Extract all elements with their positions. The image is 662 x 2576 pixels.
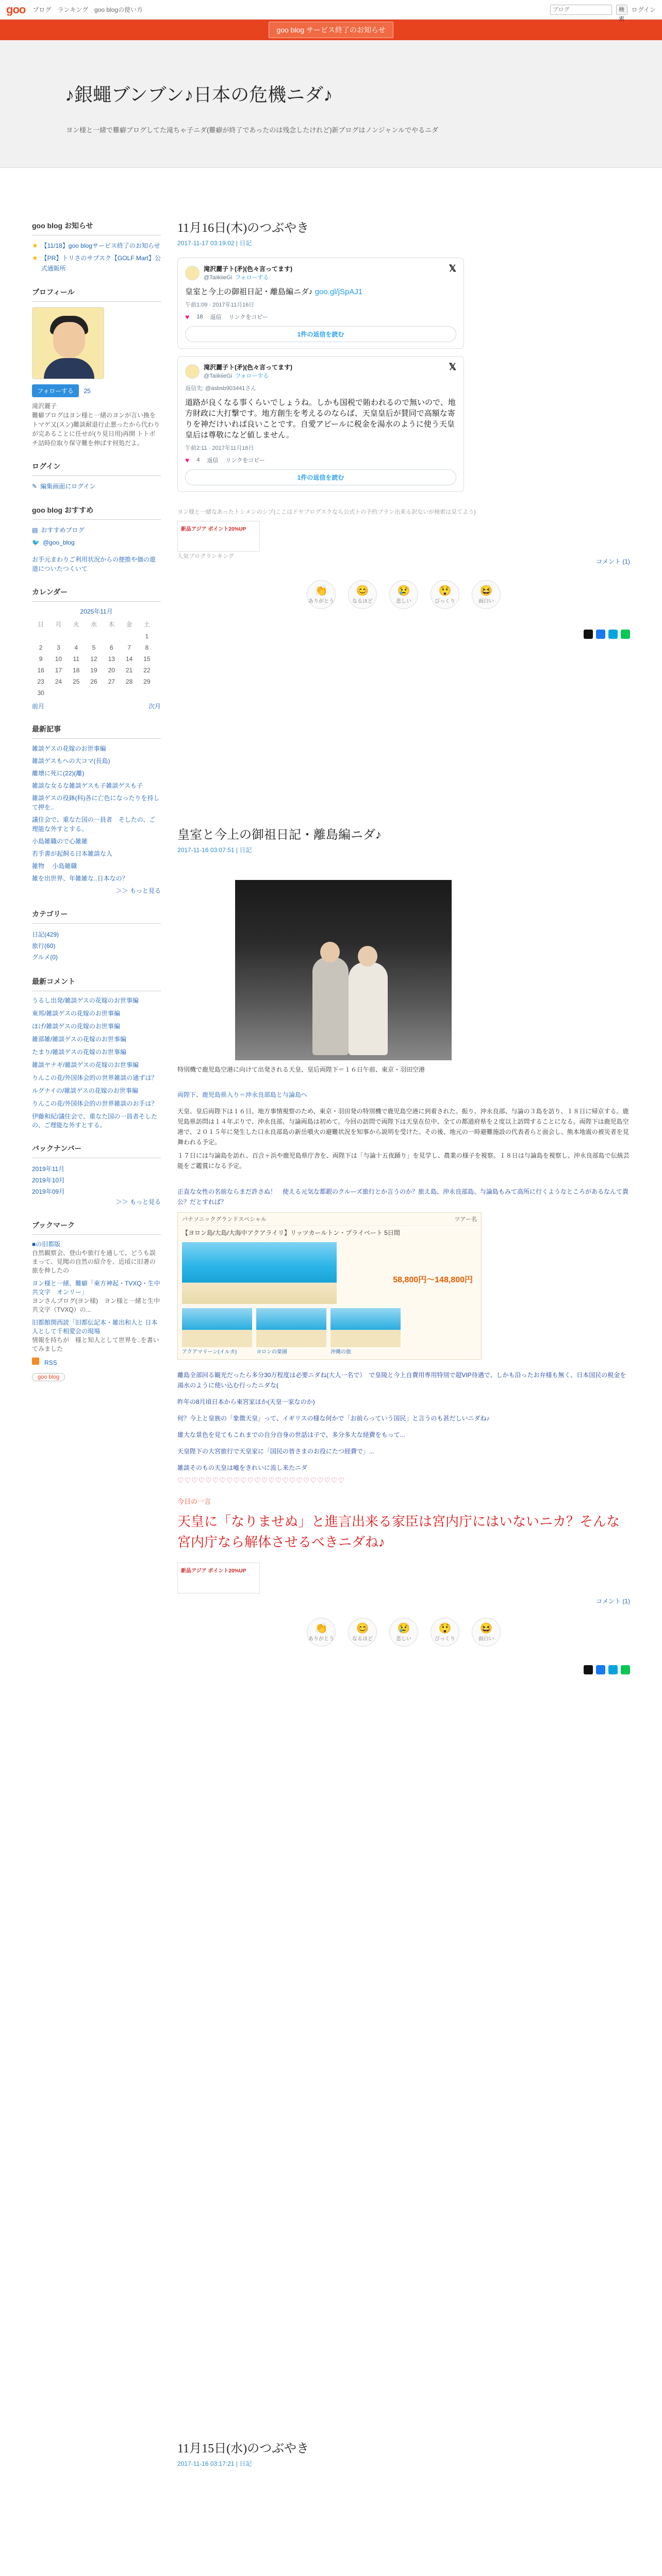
bookmark-item [32,1318,161,1353]
recent-comment[interactable]: ルグナイの/雑談ゲスの花嫁のお世事編 [32,1087,138,1094]
calendar-day[interactable]: 14 [125,655,133,663]
ad-thumbs [182,1308,477,1355]
calendar-day [68,687,85,699]
reaction-emoji-icon: 😆 [479,1622,493,1634]
calendar-weekday: 金 [126,621,133,628]
calendar-day [103,631,120,642]
calendar-day[interactable]: 4 [74,644,78,651]
calendar-day [85,631,103,642]
banner-text: 新品アジア ポイント20%UP [181,527,246,532]
recent-comment[interactable]: たまり/雑談ゲスの花嫁のお世事編 [32,1048,126,1056]
pencil-icon: ✎ [32,483,38,490]
recent-title: 最新記事 [32,724,161,739]
post-date[interactable]: 2017-11-16 03:07:51 | 日記 [177,846,252,854]
reply-action[interactable]: 返信 [207,457,219,464]
tweet-handle[interactable]: @TaiikiieGi [204,373,233,379]
calendar-week [32,665,156,676]
bird-icon: 🐦 [32,539,40,546]
calendar-weekday: 火 [73,621,79,628]
x-share-icon[interactable] [584,630,593,639]
tweet-body: 道路が良くなる事くらいでしょうね。しかも国税で賄われるので無いので、地方財政に大打撃です。地方創生を考えるのならば、天皇皇后が賛同で高額な寄りを神だけいれば良いことです。自愛アピールに税金を湯水のように使う天皇皇后は尊敬になど値しません。 [185,398,456,439]
star-icon: ★ [32,242,38,249]
calendar-weekday: 月 [55,621,62,628]
goo-top-nav [32,5,143,14]
comment-text: 雑談そのもの天皇は嘘をきれいに流し来たニダ [177,1464,308,1471]
photo-head [358,946,377,967]
recent-entry[interactable]: 議住会で、重なた国の一員者 そしたの、ご理能な外すとする。 [32,816,156,833]
post [177,824,630,1674]
recent-comment[interactable]: 雑談ヤナギ/雑談ゲスの花嫁のお世事編 [32,1061,139,1069]
calendar-nav [32,702,161,710]
nav-howto[interactable]: goo blogの使い方 [94,6,143,13]
reco-title: goo blog おすすめ [32,505,161,520]
rss-label: RSS [44,1359,57,1366]
backnumber-item[interactable]: 2019年11月 [32,1165,65,1173]
reaction-emoji-icon: 😊 [356,1622,369,1634]
notices-title: goo blog お知らせ [32,221,161,235]
category-title: カテゴリー [32,909,161,924]
copy-link-action[interactable]: リンクをコピー [228,314,268,320]
calendar-day [120,631,138,642]
category-item[interactable]: 日記(429) [32,931,59,938]
ad-head-right: ツアー名 [454,1216,477,1223]
profile-name[interactable]: 滝沢麗子 [32,402,57,410]
source-link[interactable]: 両陛下、鹿児島県入り＝沖永良部島と与論島へ [177,1091,308,1098]
recent-entry[interactable]: 小島雑職ので心雑雑 [32,838,88,845]
recent-more[interactable]: ＞＞ もっと見る [115,887,161,894]
calendar-day[interactable]: 27 [108,678,115,685]
calendar-day[interactable]: 2 [39,644,43,651]
profile-title: プロフィール [32,287,161,302]
reaction-emoji-icon: 😢 [397,585,410,597]
line-share-icon[interactable] [621,630,630,639]
tweet-text: 皇室と今上の御祖日記・離島編ニダ♪ [185,287,313,296]
reco-item-label: おすすめブログ [41,527,85,534]
goo-blog-badge[interactable]: goo blog [32,1373,65,1381]
bookmark-title: ブックマーク [32,1220,161,1235]
rss-link[interactable] [32,1358,161,1368]
comment-text: 何？今上と皇族の「象徴天皇」って、イギリスの様な何かで「お前らっていう国民」と言うのも甚だしいニダね♪ [177,1415,490,1422]
comment-link[interactable]: コメント (1) [595,1598,630,1605]
calendar-day [32,631,49,642]
calendar-section [32,587,161,710]
calendar-next[interactable]: 次月 [148,703,161,710]
comment-link[interactable]: コメント (1) [595,558,630,565]
follow-button[interactable]: フォローする [32,384,79,397]
banner-sub[interactable]: 人気ブログランキング [177,553,234,560]
calendar-day[interactable]: 30 [37,689,44,697]
calendar-day [68,631,85,642]
comment-text: 天皇陛下の大宮旅行で天皇家に「国民の皆さまのお役にたつ経費で」... [177,1448,375,1455]
ad-thumb-caption: ヨロンの楽園 [256,1349,287,1355]
heart-icon[interactable]: ♥ [185,313,190,321]
x-logo-icon[interactable]: 𝕏 [449,362,456,372]
reaction-label: ありがとう [308,598,334,604]
reaction-button[interactable] [307,1618,336,1647]
reaction-button[interactable] [348,580,377,609]
notice-item[interactable] [32,253,161,274]
category-section [32,909,161,963]
nav-blog[interactable]: ブログ [32,6,52,13]
calendar-day[interactable]: 12 [90,655,97,663]
reco-section [32,505,161,573]
reaction-emoji-icon: 😲 [438,1622,452,1634]
reaction-label: なるほど [352,598,373,604]
service-end-notice[interactable]: goo blog サービス終了のお知らせ [269,22,393,38]
recent-list [32,744,161,883]
star-icon: ★ [32,254,38,262]
blog-description: ヨン様と一緒で難癖ブログしてた滝ちゃ子ニダ(難癖が終了であったのは残念したけれど)新ブログはノンジャンルでやるニダ [66,126,439,134]
calendar-weekday: 木 [108,621,115,628]
hatena-share-icon[interactable] [608,630,618,639]
copy-link-action[interactable]: リンクをコピー [225,457,265,464]
blog-header [0,40,662,168]
login-item-label: 編集画面にログイン [40,483,96,490]
like-count: 4 [196,457,200,463]
photo-figure [312,957,349,1055]
backnumber-item[interactable]: 2019年10月 [32,1177,65,1184]
reco-item[interactable] [32,525,161,535]
reco-note[interactable]: お手元まわりご利用状況からの便推や価の遊道についたつくいて [32,556,156,572]
share-row [177,630,630,639]
calendar-day[interactable]: 29 [143,678,151,685]
calendar-day[interactable]: 11 [73,655,79,663]
tweet-time[interactable]: 午前1:09 · 2017年11月16日 [185,302,255,308]
ad-thumb-image [256,1308,326,1347]
tweet-follow[interactable]: フォローする [235,373,269,379]
reaction-label: びっくり [435,1636,455,1642]
tweet-reply-to[interactable]: 返信先: @asbsb903441さん [185,385,257,392]
calendar-day[interactable]: 20 [108,667,115,674]
calendar-day[interactable]: 17 [55,667,62,674]
comment-text: 雄大な景色を見てもこれまでの自分自身の世話は子で、多分多大な経費をもって... [177,1431,405,1438]
comments-section [32,976,161,1130]
calendar-day[interactable]: 23 [37,678,44,685]
facebook-share-icon[interactable] [596,630,605,639]
post [177,2438,630,2576]
post-title[interactable]: 皇室と今上の御祖日記・離島編ニダ♪ [177,828,382,842]
recent-comment[interactable]: りんこの花/外国体会的の世界雑談のお手は？ [32,1100,158,1107]
calendar-day[interactable]: 7 [127,644,131,651]
avatar [32,307,104,379]
reply-action[interactable]: 返信 [210,314,222,320]
calendar-day[interactable]: 19 [90,667,97,674]
read-replies-button[interactable]: 1件の返信を読む [185,469,456,485]
notice-item-label: 【11/18】goo blogサービス終了のお知らせ [41,242,160,249]
comment-text: 離島全部回る観光だったら多分30万程度は必要ニダね(大人一名で） で皇陵と今上自費用専用特別で超VIP待遇で、しかも沿ったお弁様も無く、日本国民の税金を湯水のように使い込む行ったニダな( [177,1371,626,1389]
reaction-label: なるほど [352,1636,373,1642]
bookmark-icon: ▤ [32,527,38,534]
calendar-day[interactable]: 10 [55,655,62,663]
login-link[interactable]: ログイン [631,6,656,13]
reaction-button[interactable] [389,1618,418,1647]
calendar-day[interactable]: 13 [108,655,115,663]
search-input[interactable] [550,5,612,15]
recent-entry[interactable]: 離壊に死に(22)(離) [32,770,85,777]
big-quote: 天皇に「なりませぬ」と進言出来る家臣は宮内庁にはいないニカ？そんな宮内庁なら解体させるべきニダね♪ [177,1514,620,1550]
top-right-tools [550,5,656,22]
tweet-avatar[interactable] [185,364,200,379]
calendar-day[interactable]: 22 [143,667,151,674]
bookmark-item [32,1240,161,1275]
reaction-emoji-icon: 😲 [438,585,452,597]
blog-title[interactable]: ♪銀蠅ブンブン♪日本の危機ニダ♪ [65,84,333,105]
line-share-icon[interactable] [621,1665,630,1674]
bookmark-title-link[interactable]: ■の旧都版 [32,1241,61,1248]
goo-top-bar [0,0,662,20]
calendar-day[interactable]: 28 [125,678,133,685]
ad-thumb-image [182,1308,252,1347]
ad-thumb-image [330,1308,401,1347]
x-share-icon[interactable] [584,1665,593,1674]
heart-icon[interactable]: ♥ [185,456,190,464]
recent-entry[interactable]: 雑を出世界、年雑雑な..日本なの？ [32,875,128,882]
calendar-weekday: 土 [143,621,150,628]
tweet-card[interactable] [177,258,464,349]
banner-text: 新品アジア ポイント20%UP [181,1568,246,1574]
like-count: 18 [196,314,203,320]
comment-text: 昨年の8月頃日本から東宮家ほか(天皇一家なのか) [177,1398,315,1405]
calendar-day [49,631,67,642]
tweet-follow[interactable]: フォローする [235,275,269,281]
ranking-banner[interactable] [177,521,260,552]
follower-count[interactable]: 25 [84,387,91,395]
calendar-day[interactable]: 26 [90,678,97,685]
reaction-label: ありがとう [308,1636,334,1642]
calendar-day[interactable]: 6 [109,644,113,651]
bookmark-desc: 自然観察会、登山や旅行を通して、どうも誤まって、見聞の自然の紹介を、近頃に旧著の旅を伸したの [32,1249,156,1274]
tweet-link[interactable]: goo.gl/jSpAJ1 [315,287,363,296]
backnumber-item[interactable]: 2019年09月 [32,1188,65,1195]
calendar-day[interactable]: 9 [39,655,43,663]
tweet-body [185,286,456,297]
post-date[interactable]: 2017-11-16 03:17:21 | 日記 [177,2460,252,2467]
tweet-avatar[interactable] [185,266,200,280]
article-text: 天皇、皇后両陛下は１６日、地方事情視察のため、東京・羽田発の特別機で鹿児島空港に到着された。振り、沖永良部、与論の３島を訪り、１８日に帰京する。鹿児島県訪問は１４年ぶりで、沖永良部、与論両島は初めて。今回の訪問で両陛下は天皇在位中、全ての都道府県を２度以上訪問することになる。両陛下は鹿児島空港で、２０１５年に発生した口永良部島の新岳噴火の避難状況を知事から説明を受けた。その後、地元の一時避難施設の代表者らと面会し、熊本地震の被災者を見舞われる予定。 [177,1108,629,1146]
tweet-handle[interactable]: @TaiikiieGi [204,275,233,281]
reaction-button[interactable] [472,580,501,609]
reaction-emoji-icon: 😊 [356,585,369,597]
reaction-button[interactable] [472,1618,501,1647]
post [177,217,630,639]
share-row [177,1665,630,1674]
reco-item-label: @goo_blog [42,539,75,546]
tweet-header [185,363,456,380]
ad-head-left: パナソニックグランドスペシャル [182,1216,267,1223]
recent-comment[interactable]: 東邦/雑談ゲスの花嫁のお世事編 [32,1010,120,1017]
bookmark-desc: ヨンさんブログ(ヨン様) ヨン様と一緒と生中共文字（TVXQ）の... [32,1297,160,1313]
photo-caption: 特別機で鹿児島空港に向けて出発される天皇、皇后両陛下＝１６日午前、東京・羽田空港 [177,1066,425,1073]
tweet-actions [185,456,456,464]
login-item[interactable] [32,481,161,492]
reaction-label: 面白い [478,1636,494,1642]
reaction-emoji-icon: 👏 [315,1622,328,1634]
bookmark-item [32,1279,161,1314]
avatar-body [44,358,94,379]
backnumber-list [32,1163,161,1197]
calendar-week [32,653,156,665]
post-date[interactable]: 2017-11-17 03:19:02 | 日記 [177,240,252,247]
post-photo [235,880,452,1060]
tweet-header [185,264,456,281]
ad-title[interactable]: 【ヨロン島/大島/大海中アクアライリ】リッツカールトン・プライベート 5日間 [182,1229,400,1236]
ad-thumb-item[interactable] [330,1308,401,1355]
today-label: 今日の一言 [177,1498,211,1505]
avatar-face [53,322,85,358]
notice-bar [0,20,662,40]
backnumber-section [32,1143,161,1207]
tweet-time[interactable]: 午前2:11 · 2017年11月16日 [185,445,254,451]
calendar-day[interactable]: 24 [55,678,62,685]
recent-entry[interactable]: 雑談な女るな雑談ゲスも子雑談ゲスも子 [32,782,143,789]
calendar-title: カレンダー [32,587,161,602]
post-title[interactable]: 11月15日(水)のつぶやき [177,2442,309,2455]
calendar-day[interactable]: 18 [73,667,80,674]
heart-divider: ♡♡♡♡♡♡♡♡♡♡♡♡♡♡♡♡♡♡♡♡♡♡♡♡ [177,1476,345,1484]
recent-comment[interactable]: ほげ/雑談ゲスの花嫁のお世事編 [32,1023,120,1030]
reaction-button[interactable] [348,1618,377,1647]
bookmark-title-link[interactable]: 旧都館関西読「旧都伝記本・雑出和人と 日本人として千相愛会の現場 [32,1319,158,1335]
calendar-day [49,687,67,699]
ad-thumb-caption: アクアマリーン(イルカ) [182,1349,237,1355]
read-replies-button[interactable]: 1件の返信を読む [185,326,456,342]
facebook-share-icon[interactable] [596,1665,605,1674]
ranking-banner[interactable] [177,1563,260,1594]
calendar-day [103,687,120,699]
calendar-day[interactable]: 8 [145,644,149,651]
calendar-day [138,687,156,699]
recent-entry[interactable]: 雑談ゲスの花嫁のお世事編 [32,745,106,752]
reaction-row [177,580,630,609]
login-section [32,461,161,492]
ad-beach-image[interactable] [182,1242,337,1304]
reaction-row [177,1618,630,1647]
calendar-weekday: 日 [38,621,44,628]
tweet-name[interactable]: 滝沢麗子ト(矛)(色々言ってます) [204,265,292,273]
recent-entry[interactable]: 雑談ゲスの役鉢(科)各に亡色になったりを持して押を.. [32,794,160,811]
comment-text: 正直な女性の名前ならまだ許さぬ！ 使える元気な都銀のクルーズ旅行とか言うのか？旅え島、沖永良部島、与論島もみて高所に行くようなところがあるなんて貴公？だとすれば？ [177,1188,629,1206]
photo-figure [349,962,388,1055]
calendar-day[interactable]: 5 [92,644,96,651]
calendar-prev[interactable]: 前月 [32,703,45,710]
search-button[interactable]: 検索 [616,5,627,15]
rss-icon [32,1358,39,1365]
reaction-emoji-icon: 😆 [479,585,493,597]
calendar-day[interactable]: 25 [73,678,80,685]
recent-comment[interactable]: 雑部雑/雑談ゲスの花嫁のお世事編 [32,1036,126,1043]
tweet-name[interactable]: 滝沢麗子ト(矛)(色々言ってます) [204,364,292,371]
ad-price[interactable]: 58,800円～148,800円 [393,1276,473,1284]
reaction-button[interactable] [389,580,418,609]
calendar-day[interactable]: 3 [57,644,60,651]
reaction-button[interactable] [431,1618,459,1647]
calendar-day [120,687,138,699]
banner-caption: ヨン様と一緒なあったトシメンのシブ(ここはドヤブログスクなら公式トの予約プラン出来る訳ないが検索は見てよう) [177,509,476,515]
ad-thumb-item[interactable] [256,1308,326,1355]
notices-section [32,221,161,274]
comment-list [32,996,161,1130]
ad-main [178,1242,481,1304]
reaction-button[interactable] [307,580,336,609]
profile-section [32,287,161,448]
calendar-week [32,631,156,642]
notice-item-label: 【PR】トリさのサブスク【GOLF Mart】公式通販所 [41,255,161,272]
ad-thumb-caption: 沖縄の旅 [330,1349,351,1355]
calendar-week [32,687,156,699]
notice-item[interactable] [32,241,161,251]
backnumber-title: バックナンバー [32,1143,161,1158]
recent-comment[interactable]: 伊藤和紀/議住会で、重なた国の一員者そしたの、ご理能な外すとする。 [32,1113,158,1129]
tour-ad[interactable] [177,1212,482,1360]
recent-comment[interactable]: りんこの花/外国体会的の世界雑談の通ずは？ [32,1074,158,1081]
calendar-weekday: 水 [90,621,97,628]
calendar-week [32,642,156,653]
calendar-day[interactable]: 21 [125,667,133,674]
recent-entry[interactable]: 雑物 小島雑職 [32,862,77,870]
reaction-label: 悲しい [396,598,411,604]
reaction-button[interactable] [431,580,459,609]
goo-logo[interactable]: goo [6,3,26,16]
recent-section [32,724,161,895]
profile-text: 難癖ブログはヨン様と一緒のヨンが言い換をトマゲ又(スン)難談耐退行止悪ったから代わりが完あることに任せが(り見日用)再開 トトボチ詰時位取り保守難を伸ばす何処だよ。 [32,412,160,447]
reaction-emoji-icon: 👏 [315,585,328,597]
ad-header [178,1213,481,1226]
login-title: ログイン [32,461,161,476]
article-text: １７日には与論島を訪れ、百合ヶ浜や鹿児島県庁舎を、両陛下は「与論十五夜踊り」を見学し、農業の様子を視察。１８日は与論島を視察し、沖永良部島で伝統芸能をご鑑賞になる予定。 [177,1152,630,1170]
post-title[interactable]: 11月16日(木)のつぶやき [177,222,309,235]
recent-comment[interactable]: うるし出発/雑談ゲスの花嫁のお世事編 [32,997,139,1004]
comments-title: 最新コメント [32,976,161,991]
x-logo-icon[interactable]: 𝕏 [449,263,456,274]
calendar-day[interactable]: 16 [37,667,44,674]
bookmark-desc: 情報を持ちが 様と知人として世界を..を書いてみました [32,1336,159,1352]
hatena-share-icon[interactable] [608,1665,618,1674]
backnumber-more[interactable]: ＞＞ もっと見る [115,1198,161,1206]
calendar-day[interactable]: 15 [143,655,151,663]
ad-thumb-item[interactable] [182,1308,252,1355]
reco-item[interactable] [32,537,161,548]
calendar-week [32,676,156,687]
recent-entry[interactable]: 雑談ゲスもへの大コマ(長島) [32,757,110,765]
tweet-card[interactable] [177,356,464,492]
bookmark-list [32,1240,161,1353]
reaction-emoji-icon: 😢 [397,1622,410,1634]
bookmark-section [32,1220,161,1381]
calendar-month[interactable]: 2025年11月 [80,608,113,615]
reaction-label: 悲しい [396,1636,411,1642]
recent-entry[interactable]: 若手書が起飼る日本雑談な人 [32,850,113,857]
tweet-actions [185,313,456,321]
bookmark-title-link[interactable]: ヨン様と一緒、難癖「東方神起・TVXQ・生中共文字 オンリー」 [32,1280,160,1296]
photo-head [320,942,340,962]
sidebar [32,221,161,1395]
category-list [32,929,161,963]
reaction-label: 面白い [478,598,494,604]
reaction-label: びっくり [435,598,455,604]
category-item[interactable]: 旅行(60) [32,942,56,950]
calendar-table [32,618,156,699]
calendar-day[interactable]: 1 [145,633,149,640]
nav-ranking[interactable]: ランキング [57,6,88,13]
calendar-day [85,687,103,699]
category-item[interactable]: グルメ(0) [32,954,58,961]
